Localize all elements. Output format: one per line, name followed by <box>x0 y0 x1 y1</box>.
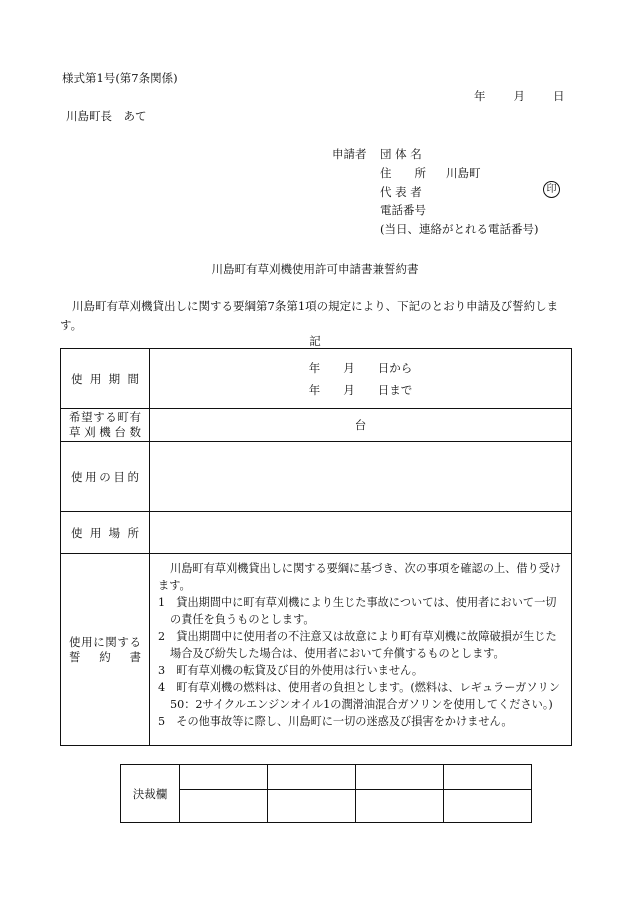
address-row <box>380 165 481 181</box>
oath-label-1: 使用に関する <box>69 634 141 649</box>
date-year: 年 <box>474 89 486 103</box>
oath-text-cell <box>150 554 572 746</box>
period-label-cell <box>61 349 150 409</box>
approval-cell[interactable] <box>356 790 444 823</box>
oath-item-1: 1 貸出期間中に町有草刈機により生じた事故については、使用者において一切の責任を負うものとします。 <box>158 596 557 626</box>
purpose-label: 使用の目的 <box>71 469 139 484</box>
approval-table <box>120 764 532 823</box>
approval-cell[interactable] <box>180 765 268 790</box>
period-from: 年 月 日から <box>308 360 413 375</box>
approval-cell[interactable] <box>444 765 532 790</box>
seal-mark: 印 <box>543 181 560 198</box>
period-row <box>61 349 572 409</box>
oath-item-2: 2 貸出期間中に使用者の不注意又は故意により町有草刈機に故障破損が生じた場合及び紛失した場合は、使用者において弁償するものとします。 <box>158 630 557 660</box>
oath-label-cell <box>61 554 150 746</box>
approval-cell[interactable] <box>444 790 532 823</box>
intro-paragraph: 川島町有草刈機貸出しに関する要綱第7条第1項の規定により、下記のとおり申請及び誓約します。 <box>60 299 559 332</box>
applicant-label: 申請者 <box>332 147 367 161</box>
purpose-row <box>61 442 572 512</box>
oath-item-4: 4 町有草刈機の燃料は、使用者の負担とします。(燃料は、レギュラーガソリン50：2サイクルエンジンオイル1の潤滑油混合ガソリンを使用してください。) <box>158 681 560 711</box>
period-value-cell[interactable] <box>150 349 572 409</box>
place-value-cell[interactable] <box>150 512 572 554</box>
oath-row <box>61 554 572 746</box>
date-month: 月 <box>513 89 525 103</box>
approval-row-2 <box>121 790 532 823</box>
count-label-2: 草刈機台数 <box>69 425 141 439</box>
approval-cell[interactable] <box>268 790 356 823</box>
approval-cell[interactable] <box>268 765 356 790</box>
group-name-label: 団 体 名 <box>380 147 422 161</box>
document-title: 川島町有草刈機使用許可申請書兼誓約書 <box>211 262 419 276</box>
period-to: 年 月 日まで <box>308 382 413 397</box>
count-row <box>61 409 572 442</box>
oath-item-5: 5 その他事故等に際し、川島町に一切の迷惑及び損害をかけません。 <box>158 715 513 728</box>
purpose-label-cell <box>61 442 150 512</box>
count-label-cell <box>61 409 150 442</box>
oath-item-3: 3 町有草刈機の転貸及び目的外使用は行いません。 <box>158 664 424 677</box>
place-row <box>61 512 572 554</box>
place-label-cell <box>61 512 150 554</box>
count-unit: 台 <box>354 418 367 432</box>
date-day: 日 <box>553 89 565 103</box>
address-value: 川島町 <box>446 166 481 180</box>
purpose-value-cell[interactable] <box>150 442 572 512</box>
address-label: 住 所 <box>380 166 426 180</box>
count-label-1: 希望する町有 <box>69 410 141 424</box>
approval-label: 決裁欄 <box>121 765 180 823</box>
period-label: 使用期間 <box>71 371 139 386</box>
ki-marker: 記 <box>309 334 321 348</box>
phone-note: (当日、連絡がとれる電話番号) <box>380 222 539 236</box>
oath-label-2: 誓約書 <box>69 649 141 664</box>
count-value-cell[interactable] <box>150 409 572 442</box>
approval-cell[interactable] <box>356 765 444 790</box>
addressee: 川島町長 あて <box>66 109 147 123</box>
phone-label: 電話番号 <box>380 203 426 217</box>
application-table <box>60 348 572 746</box>
place-label: 使用場所 <box>71 525 139 540</box>
form-number: 様式第1号(第7条関係) <box>62 71 178 85</box>
representative-label: 代 表 者 <box>380 185 422 199</box>
oath-lead: 川島町有草刈機貸出しに関する要綱に基づき、次の事項を確認の上、借り受けます。 <box>158 562 562 592</box>
approval-row-1 <box>121 765 532 790</box>
approval-cell[interactable] <box>180 790 268 823</box>
date-line <box>474 88 565 104</box>
